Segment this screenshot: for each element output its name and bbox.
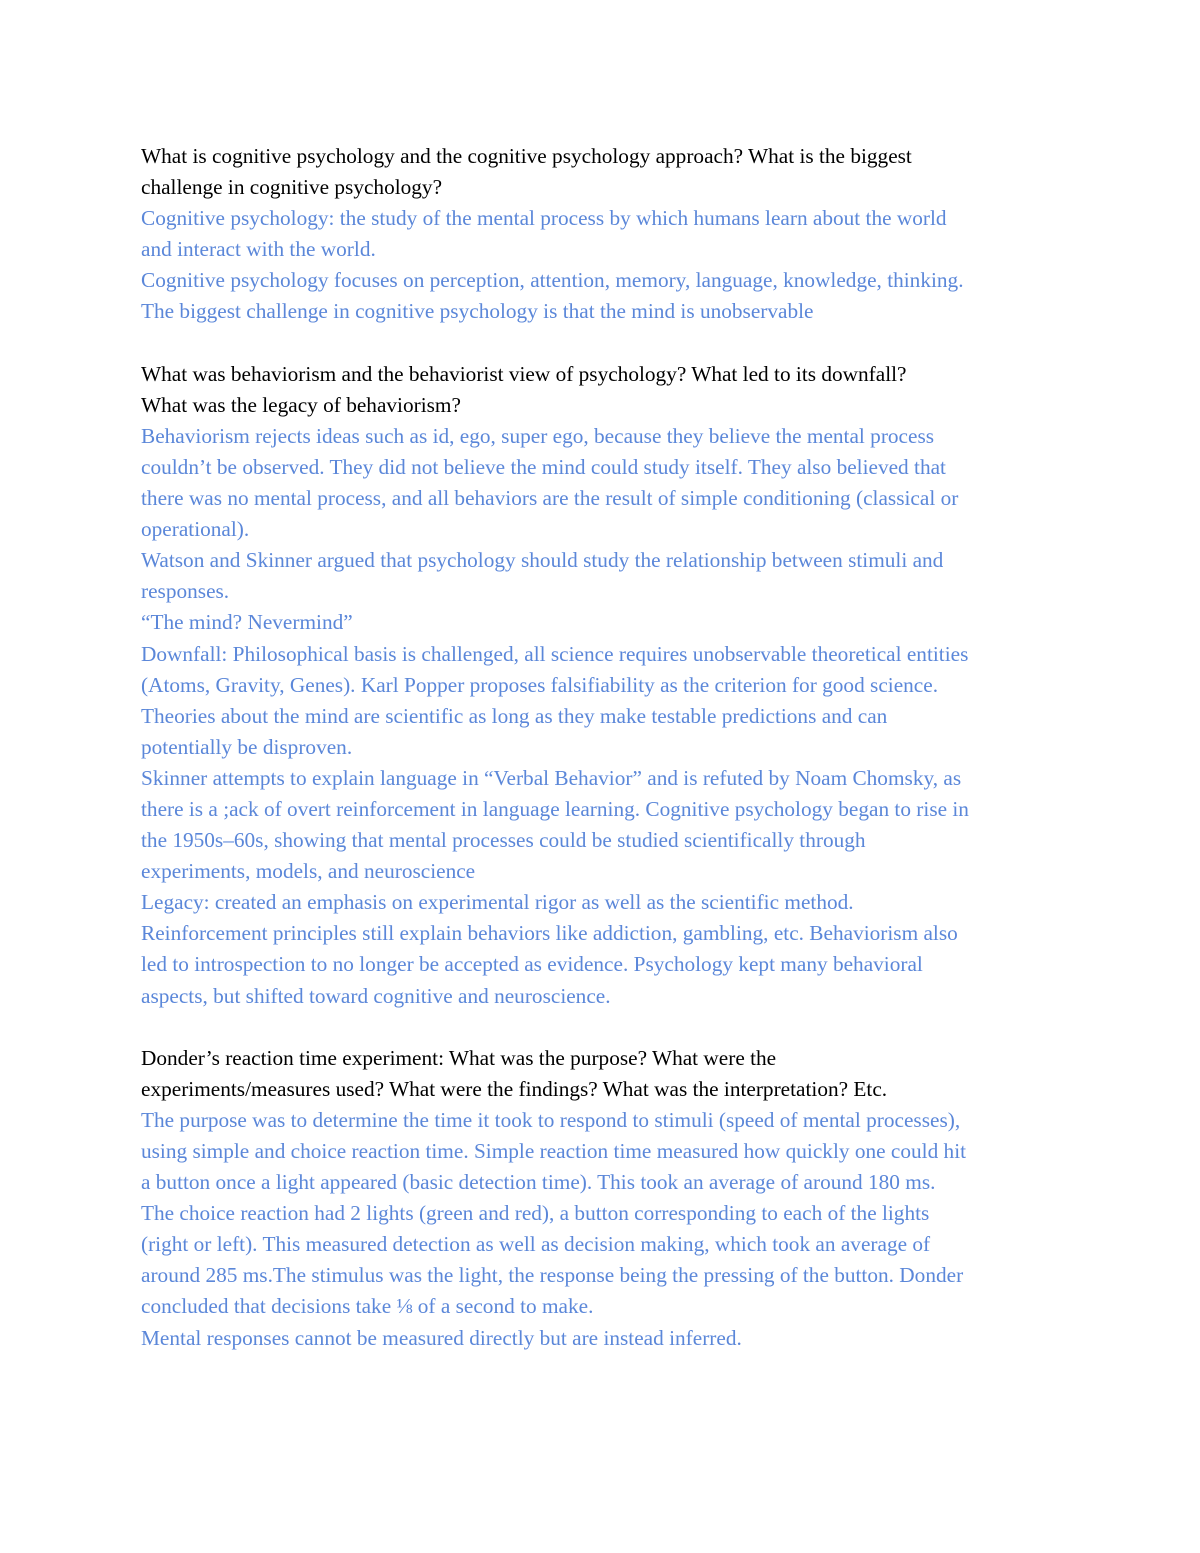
answer-text: Cognitive psychology focuses on perception, attention, memory, language, knowledge, thinking. [141, 268, 964, 293]
answer-text: Cognitive psychology: the study of the mental process by which humans learn about the world and interact with the world. [141, 206, 947, 262]
answer-text: The purpose was to determine the time it took to respond to stimuli (speed of mental processes), using simple and choice reaction time. Simple reaction time measured how quickly one could hit a button once a light appeared (basic detection time). This took an average of around 180 ms. The choice reaction had 2 lights (green and red), a button corresponding to each of the lights (right or left). This measured detection as well as decision making, which took an average of around 285 ms.The stimulus was the light, the response being the pressing of the button. Donder concluded that decisions take ⅛ of a second to make. [141, 1107, 967, 1319]
section-donders-experiment [141, 1043, 1061, 1354]
document-page [141, 141, 1061, 1385]
section-behaviorism [141, 359, 1061, 1012]
answer-text: “The mind? Nevermind” [141, 610, 353, 635]
answer-text: Mental responses cannot be measured directly but are instead inferred. [141, 1325, 742, 1350]
answer-text: Watson and Skinner argued that psychology should study the relationship between stimuli and responses. [141, 548, 944, 604]
answer-text: Legacy: created an emphasis on experimental rigor as well as the scientific method. Reinforcement principles still explain behaviors like addiction, gambling, etc. Behaviorism also led to introspection to no longer be accepted as evidence. Psychology kept many behavioral aspects, but shifted toward cognitive and neuroscience. [141, 890, 958, 1008]
question-text: What was behaviorism and the behaviorist view of psychology? What led to its downfall? What was the legacy of behaviorism? [141, 361, 907, 417]
section-cognitive-psychology [141, 141, 1061, 328]
question-text: Donder’s reaction time experiment: What was the purpose? What were the experiments/measures used? What were the findings? What was the interpretation? Etc. [141, 1045, 888, 1101]
question-text: What is cognitive psychology and the cognitive psychology approach? What is the biggest challenge in cognitive psychology? [141, 144, 912, 200]
answer-text: The biggest challenge in cognitive psychology is that the mind is unobservable [141, 299, 814, 324]
answer-text: Behaviorism rejects ideas such as id, ego, super ego, because they believe the mental process couldn’t be observed. They did not believe the mind could study itself. They also believed that there was no mental process, and all behaviors are the result of simple conditioning (classical or operational). [141, 423, 959, 542]
answer-text: Skinner attempts to explain language in “Verbal Behavior” and is refuted by Noam Chomsky, as there is a ;ack of overt reinforcement in language learning. Cognitive psychology began to rise in the 1950s–60s, showing that mental processes could be studied scientifically through experiments, models, and neuroscience [141, 765, 969, 884]
answer-text: Downfall: Philosophical basis is challenged, all science requires unobservable theoretical entities (Atoms, Gravity, Genes). Karl Popper proposes falsifiability as the criterion for good science. Theories about the mind are scientific as long as they make testable predictions and can potentially be disproven. [141, 641, 969, 759]
